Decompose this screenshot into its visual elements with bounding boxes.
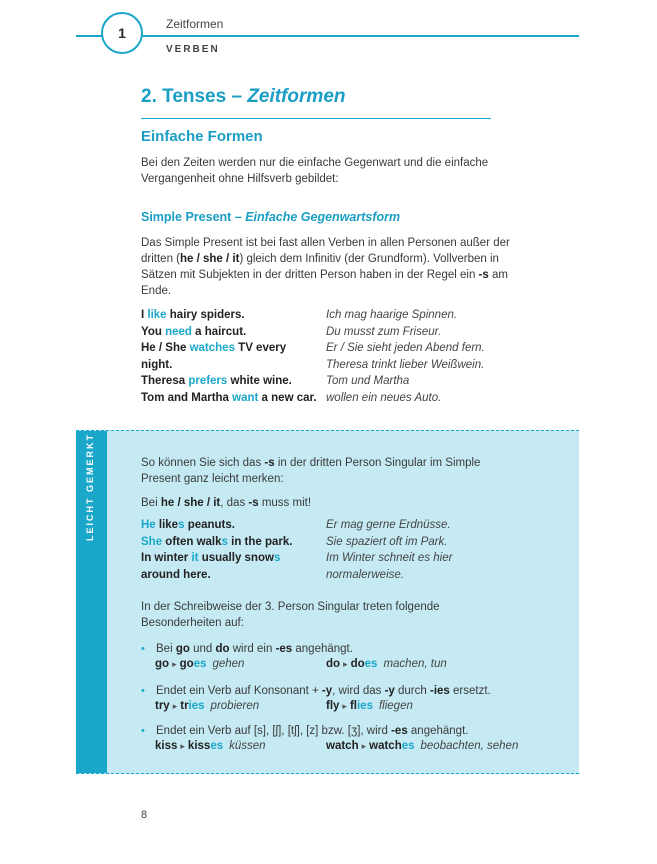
tip-intro-2: in der dritten Person Singular im Simple Present ganz leicht merken: — [141, 457, 481, 485]
bullet-text-part: angehängt. — [407, 725, 469, 737]
tip-example-part: In winter — [141, 552, 192, 564]
sp-text-3: am Ende. — [141, 269, 508, 297]
tip-example-de-line: normalerweise. — [326, 568, 404, 581]
tip-example-en-line — [141, 550, 292, 567]
verb-ending: es — [193, 658, 207, 670]
example-de-line: Ich mag haarige Spinnen. — [326, 309, 458, 321]
arrow-right-icon: ▸ — [172, 659, 177, 669]
tip-example-part: She — [141, 535, 163, 548]
tip-intro-1: So können Sie sich das — [141, 457, 265, 469]
verb-ending: ies — [188, 700, 205, 712]
bullet-text-part: angehängt. — [292, 643, 353, 655]
header-section: VERBEN — [166, 44, 220, 55]
example-de-line: Du musst zum Friseur. — [326, 325, 442, 338]
example-en-text: Theresa — [141, 375, 189, 387]
verb-stem: kiss — [187, 740, 211, 752]
bullet-text-part: wird ein — [229, 643, 276, 655]
verb-stem: go — [179, 658, 194, 670]
bullet-text-part: do — [215, 643, 230, 655]
arrow-right-icon: ▸ — [180, 741, 185, 751]
tip-intro-bold: -s — [264, 457, 275, 469]
intro-paragraph: Bei den Zeiten werden nur die einfache Gegenwart und die einfache Vergangenheit ohne Hilfsverb gebildet: — [141, 157, 489, 185]
example-en-text: TV every — [234, 342, 287, 354]
verb-ending: es — [364, 658, 378, 670]
section-subheading: Einfache Formen — [141, 128, 263, 145]
bullet-dot-icon: • — [141, 643, 145, 655]
tip-rule-2: , das — [220, 497, 249, 509]
verb-ending: ies — [356, 700, 373, 712]
verb-base: do — [326, 658, 341, 670]
example-en-text: You — [141, 325, 166, 338]
sp-text-bold: he / she / it — [180, 253, 240, 265]
verb-form-example — [326, 658, 447, 670]
verb-base: watch — [326, 740, 359, 752]
tip-example-en-line — [141, 517, 292, 534]
example-en-line — [141, 357, 317, 374]
arrow-right-icon: ▸ — [342, 701, 347, 711]
tip-example-en-line — [141, 567, 292, 584]
bullet-text-part: -y — [321, 685, 333, 697]
example-de-line: Er / Sie sieht jeden Abend fern. — [326, 342, 485, 354]
bullet-text-part: Bei — [156, 643, 176, 655]
arrow-right-icon: ▸ — [361, 741, 367, 751]
example-de-line: wollen ein neues Auto. — [326, 391, 442, 404]
tip-label: LEICHT GEMERKT — [85, 433, 95, 541]
example-en-verb: want — [232, 391, 259, 404]
tip-example-part: like — [155, 519, 179, 531]
verb-base: go — [155, 658, 170, 670]
verb-translation: machen, tun — [383, 658, 447, 670]
verb-translation: beobachten, sehen — [420, 740, 519, 752]
header-title: Zeitformen — [166, 17, 224, 31]
simple-present-explanation — [141, 235, 511, 299]
example-de-line: Theresa trinkt lieber Weißwein. — [326, 358, 485, 371]
bullet-text — [156, 723, 468, 739]
tip-rule-bold: he / she / it — [160, 497, 221, 509]
verb-form-example — [155, 658, 244, 670]
bullet-text — [156, 683, 491, 699]
verb-base: kiss — [155, 740, 178, 752]
examples-english — [141, 307, 317, 406]
verb-translation: probieren — [210, 700, 260, 712]
verb-form-example — [326, 740, 518, 752]
bullet-text-part: -es — [275, 643, 293, 655]
sp-text-bold2: -s — [478, 269, 489, 281]
chapter-number-badge — [101, 12, 143, 54]
example-en-line — [141, 373, 317, 390]
tip-examples-german — [326, 517, 452, 583]
tip-example-part: usually snow — [198, 552, 274, 564]
tip-side-strip — [76, 431, 107, 773]
example-en-text: Tom and Martha — [141, 391, 233, 404]
example-en-verb: prefers — [188, 375, 228, 387]
tip-example-part: s — [221, 535, 228, 548]
tip-special-intro: In der Schreibweise der 3. Person Singular treten folgende Besonderheiten auf: — [141, 601, 440, 629]
verb-base: try — [155, 700, 170, 712]
tip-example-de-line: Er mag gerne Erdnüsse. — [326, 519, 451, 531]
verb-stem: watch — [369, 740, 402, 752]
bullet-text-part: Endet ein Verb auf Konsonant + — [156, 685, 322, 697]
example-en-verb: need — [165, 325, 192, 338]
chapter-number: 1 — [118, 25, 126, 41]
example-en-verb: watches — [189, 342, 235, 354]
sp-text-1: Das Simple Present ist bei fast allen Verben in allen Personen außer der dritten ( — [141, 237, 510, 265]
simple-present-heading — [141, 210, 400, 224]
example-en-line — [141, 307, 317, 324]
verb-translation: küssen — [229, 740, 266, 752]
example-en-line — [141, 390, 317, 407]
bullet-text-part: , wird das — [332, 685, 385, 697]
tip-example-part: often walk — [162, 535, 222, 548]
bullet-dot-icon: • — [141, 725, 145, 737]
example-en-text: hairy spiders. — [166, 309, 245, 321]
example-en-text: white wine. — [227, 375, 292, 387]
bullet-text-part: go — [175, 643, 190, 655]
example-en-line — [141, 340, 317, 357]
tip-example-de-line: Sie spaziert oft im Park. — [326, 535, 448, 548]
bullet-text-part: -es — [391, 725, 408, 737]
example-en-text: a haircut. — [191, 325, 247, 338]
tip-rule — [141, 495, 311, 511]
tip-rule-bold2: -s — [248, 497, 259, 509]
title-divider — [141, 118, 491, 119]
verb-base: fly — [326, 700, 340, 712]
tip-example-part: He — [141, 519, 156, 531]
verb-form-example — [326, 700, 413, 712]
tip-example-en-line — [141, 534, 292, 551]
bullet-text-part: und — [189, 643, 216, 655]
verb-form-example — [155, 740, 266, 752]
tip-example-de-line: Im Winter schneit es hier — [326, 552, 453, 564]
sp-text-2: ) gleich dem Infinitiv (der Grundform). Vollverben in Sätzen mit Subjekten in der dritten Person haben in der Regel ein — [141, 253, 499, 281]
verb-translation: fliegen — [378, 700, 413, 712]
example-en-text: I — [141, 309, 148, 321]
tip-examples-english — [141, 517, 292, 583]
tip-example-part: s — [273, 552, 281, 564]
example-en-text: a new car. — [258, 391, 317, 404]
bullet-text — [156, 641, 353, 657]
tip-box — [76, 430, 579, 774]
verb-ending: es — [401, 740, 415, 752]
verb-form-example — [155, 700, 259, 712]
verb-stem: tr — [180, 700, 189, 712]
verb-ending: es — [210, 740, 224, 752]
examples-german — [326, 307, 485, 406]
sp-heading-de: Einfache Gegenwartsform — [245, 210, 401, 224]
example-en-line — [141, 324, 317, 341]
tip-example-part: around here. — [141, 568, 211, 581]
page-title-en: 2. Tenses – — [141, 86, 248, 107]
example-de-line: Tom und Martha — [326, 375, 410, 387]
verb-stem: fl — [349, 700, 357, 712]
bullet-text-part: -y — [384, 685, 395, 697]
bullet-text-part: -ies — [429, 685, 450, 697]
verb-stem: do — [350, 658, 365, 670]
sp-heading-en: Simple Present – — [141, 210, 246, 224]
tip-rule-1: Bei — [141, 497, 161, 509]
page-title — [141, 86, 346, 108]
arrow-right-icon: ▸ — [343, 659, 348, 669]
page-title-de: Zeitformen — [247, 86, 346, 107]
example-en-text: He / She — [141, 342, 190, 354]
example-en-text: night. — [141, 358, 173, 371]
bullet-text-part: ersetzt. — [449, 685, 491, 697]
page-number: 8 — [141, 809, 148, 821]
header-rule — [76, 35, 579, 37]
bullet-text-part: durch — [394, 685, 430, 697]
tip-example-part: it — [191, 552, 199, 564]
tip-intro — [141, 455, 521, 487]
tip-rule-3: muss mit! — [258, 497, 312, 509]
tip-example-part: peanuts. — [184, 519, 235, 531]
tip-example-part: s — [178, 519, 185, 531]
arrow-right-icon: ▸ — [172, 701, 178, 711]
verb-translation: gehen — [212, 658, 245, 670]
tip-example-part: in the park. — [227, 535, 293, 548]
bullet-text-part: Endet ein Verb auf [s], [ʃ], [tʃ], [z] bzw. [ʒ], wird — [156, 725, 392, 737]
bullet-dot-icon: • — [141, 685, 145, 697]
example-en-verb: like — [147, 309, 167, 321]
